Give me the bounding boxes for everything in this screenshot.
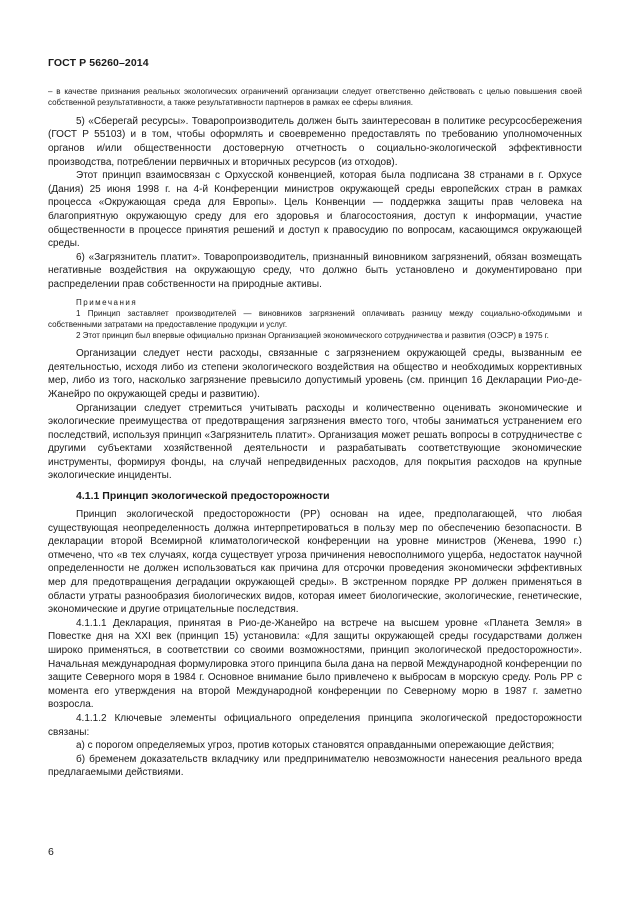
paragraph-principle-5: 5) «Сберегай ресурсы». Товаропроизводитель должен быть заинтересован в политике ресурсосбережения (ГОСТ Р 55103) и в том, чтобы оформлять и своевременно предоставлять по требованию уполномоченных органов и/или общественности достоверную отчетность о социально-экологической эффективности производства, потреблении первичных и вторичных ресурсов (из отходов). bbox=[48, 115, 582, 168]
notes-title: Примечания bbox=[76, 297, 138, 307]
paragraph-aarhus-convention: Этот принцип взаимосвязан с Орхусской конвенцией, которая была подписана 38 странами в г. Орхусе (Дания) 25 июня 1998 г. на 4-й Конференции министров окружающей среды европейских стран в рамках процесса «Окружающая среда для Европы». Цель Конвенции — поддержка защиты прав человека на благоприятную окружающую среду для его здоровья и благосостояния, доступ к информации, участие общественности в процессе принятия решений и доступ к правосудию по вопросам, касающимся окружающей среды. bbox=[48, 170, 582, 250]
paragraph-pollution-costs: Организации следует нести расходы, связанные с загрязнением окружающей среды, вызванным ее деятельностью, исходя либо из степени экологического воздействия на общество и необходимых коррективных мер, либо из того, насколько загрязнение превысило допустимый уровень (см. принцип 16 Декларации Рио-де-Жанейро по окружающей среды и развитию). bbox=[48, 348, 582, 400]
document-header: ГОСТ Р 56260–2014 bbox=[48, 57, 149, 69]
note-2: 2 Этот принцип был впервые официально признан Организацией экономического сотрудничества и развития (ОЭСР) в 1975 г. bbox=[76, 330, 549, 340]
paragraph-principle-6: 6) «Загрязнитель платит». Товаропроизводитель, признанный виновником загрязнений, обязан возмещать негативные воздействия на окружающую среду, что должно быть установлено и документировано при распределении прав собственности на природные активы. bbox=[48, 251, 582, 290]
paragraph-pollution-prevention: Организации следует стремиться учитывать расходы и количественно оценивать экономические и экологические преимущества от предотвращения загрязнения вместо того, чтобы заниматься устранением его последствий, используя принцип «Загрязнитель платит». Организация может решать вопросы в сотрудничестве с другими субъектами хозяйственной деятельности и разрабатывать соответствующие экономические инструменты, формируя фонды, на случай непредвиденных расходов, для покрытия расходов на крупные экологические инциденты. bbox=[48, 402, 582, 482]
paragraph-4-1-1-2: 4.1.1.2 Ключевые элементы официального определения принципа экологической предосторожности связаны: bbox=[48, 712, 582, 738]
list-item-b: б) бременем доказательств вкладчику или предпринимателю невозможности нанесения реального вреда предлагаемыми действиями. bbox=[48, 753, 582, 779]
paragraph-4-1-1-1: 4.1.1.1 Декларация, принятая в Рио-де-Жанейро на встрече на высшем уровне «Планета Земля» в Повестке дня на XXI век (принцип 15) установила: «Для защиты окружающей среды государствами должен широко применяться, в соответствии со своими возможностями, принцип экологической предосторожности». Начальная международная формулировка этого принципа была дана на первой Международной конференции по защите Северного моря в 1984 г. Основное внимание было привлечено к выбросам в морскую среду. Роль РР с момента его утверждения на второй Международной конференции по Северному морю в 1987 г. заметно возросла. bbox=[48, 617, 582, 711]
paragraph-precaution-principle: Принцип экологической предосторожности (РР) основан на идее, предполагающей, что любая существующая неопределенность должна интерпретироваться в пользу мер по обеспечению безопасности. В декларации второй Всемирной климатологической конференции на уровне министров (Женева, 1990 г.) отмечено, что «в тех случаях, когда существует угроза причинения невосполнимого ущерба, недостаток научной определенности не должен использоваться как причина для отсрочки проведения экономически эффективных мер для предотвращения деградации окружающей среды». В экстренном порядке РР должен применяться в области утраты разнообразия биологических видов, которая имеет биологические, экологические, генетические, экономические и другие отрицательные последствия. bbox=[48, 509, 582, 616]
note-1: 1 Принцип заставляет производителей — виновников загрязнений оплачивать разницу между социально-обходимыми и собственными затратами на предоставление продукции и услуг. bbox=[48, 308, 582, 329]
list-item-a: а) с порогом определяемых угроз, против которых становятся оправданными опережающие действия; bbox=[76, 740, 555, 752]
page-number: 6 bbox=[48, 846, 54, 858]
paragraph-intro-bullet: – в качестве признания реальных экологических ограничений организации следует ответственно действовать с целью повышения своей собственной результативности, а также результативности партнеров в рамках ее сферы влияния. bbox=[48, 87, 582, 108]
page-body bbox=[48, 86, 582, 780]
section-heading-4-1-1: 4.1.1 Принцип экологической предосторожности bbox=[76, 490, 330, 503]
